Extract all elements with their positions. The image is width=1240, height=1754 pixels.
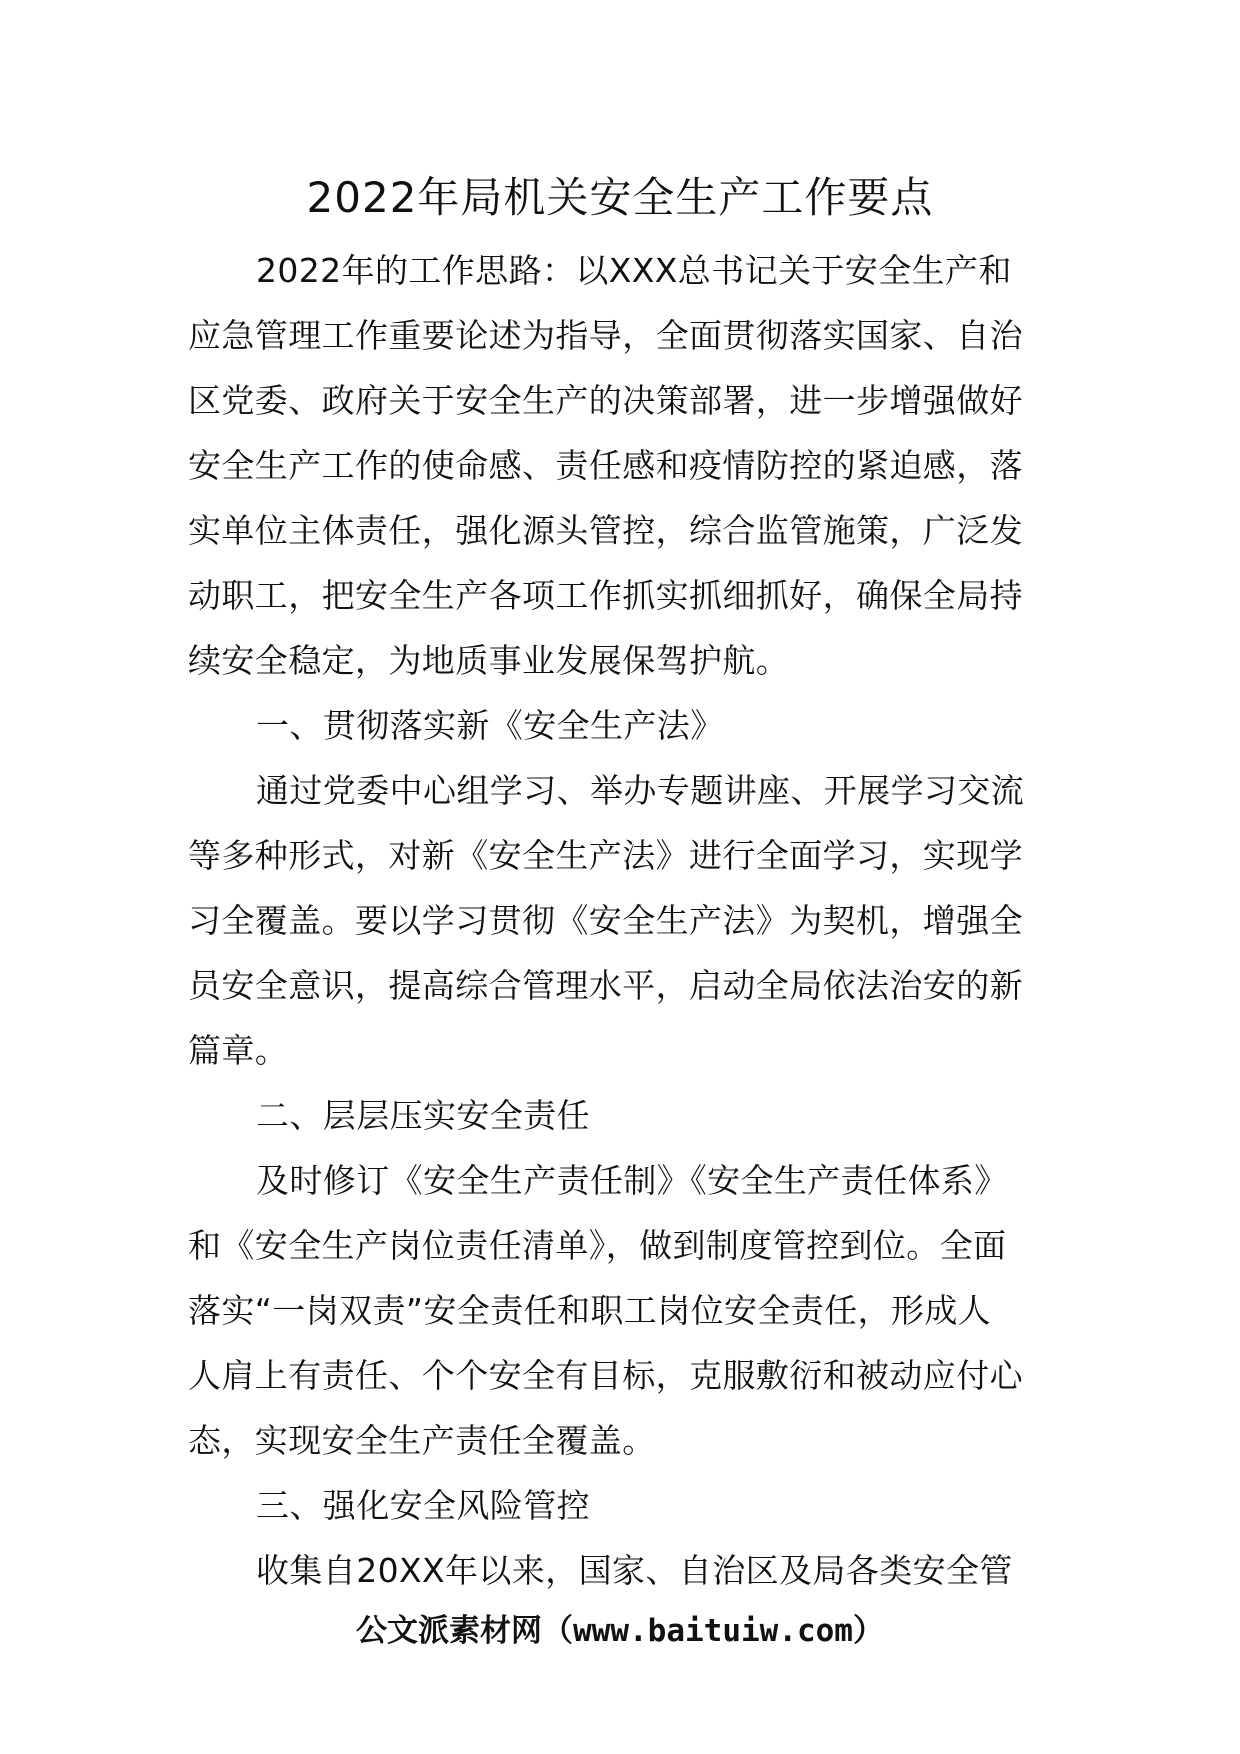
section-heading-2: 二、层层压实安全责任 [256,1096,590,1135]
body-line-16: 和《安全生产岗位责任清单》，做到制度管控到位。全面 [188,1226,1007,1265]
body-line-3: 区党委、政府关于安全生产的决策部署，进一步增强做好 [188,381,1023,420]
body-line-12: 员安全意识，提高综合管理水平，启动全局依法治安的新 [188,966,1023,1005]
footer-site-name: 公文派素材网 [356,1613,543,1649]
body-line-10: 等多种形式，对新《安全生产法》进行全面学习，实现学 [188,836,1023,875]
body-line-15: 及时修订《安全生产责任制》《安全生产责任体系》 [256,1161,1008,1200]
body-line-7: 续安全稳定，为地质事业发展保驾护航。 [188,641,790,680]
body-line-18: 人肩上有责任、个个安全有目标，克服敷衍和被动应付心 [188,1356,1023,1395]
section-heading-1: 一、贯彻落实新《安全生产法》 [256,706,724,745]
body-line-6: 动职工，把安全生产各项工作抓实抓细抓好，确保全局持 [188,576,1023,615]
footer-close-paren: ） [852,1613,884,1649]
body-line-5: 实单位主体责任，强化源头管控，综合监管施策，广泛发 [188,511,1023,550]
body-line-13: 篇章。 [188,1031,289,1070]
section-heading-3: 三、强化安全风险管控 [256,1486,590,1525]
body-line-21: 收集自20XX年以来，国家、自治区及局各类安全管 [256,1551,1013,1590]
footer-site-url: www.baituiw.com [573,1613,853,1649]
body-line-2: 应急管理工作重要论述为指导，全面贯彻落实国家、自治 [188,316,1023,355]
body-line-11: 习全覆盖。要以学习贯彻《安全生产法》为契机，增强全 [188,901,1023,940]
body-line-9: 通过党委中心组学习、举办专题讲座、开展学习交流 [256,771,1025,810]
document-title: 2022年局机关安全生产工作要点 [306,173,934,222]
footer-open-paren: （ [542,1613,574,1649]
body-line-1: 2022年的工作思路：以XXX总书记关于安全生产和 [256,251,1012,290]
document-body [188,238,1054,1603]
body-line-4: 安全生产工作的使命感、责任感和疫情防控的紧迫感，落 [188,446,1023,485]
body-line-17: 落实“一岗双责”安全责任和职工岗位安全责任，形成人 [188,1291,992,1330]
footer-watermark [0,1606,1240,1656]
body-line-19: 态，实现安全生产责任全覆盖。 [188,1421,656,1460]
